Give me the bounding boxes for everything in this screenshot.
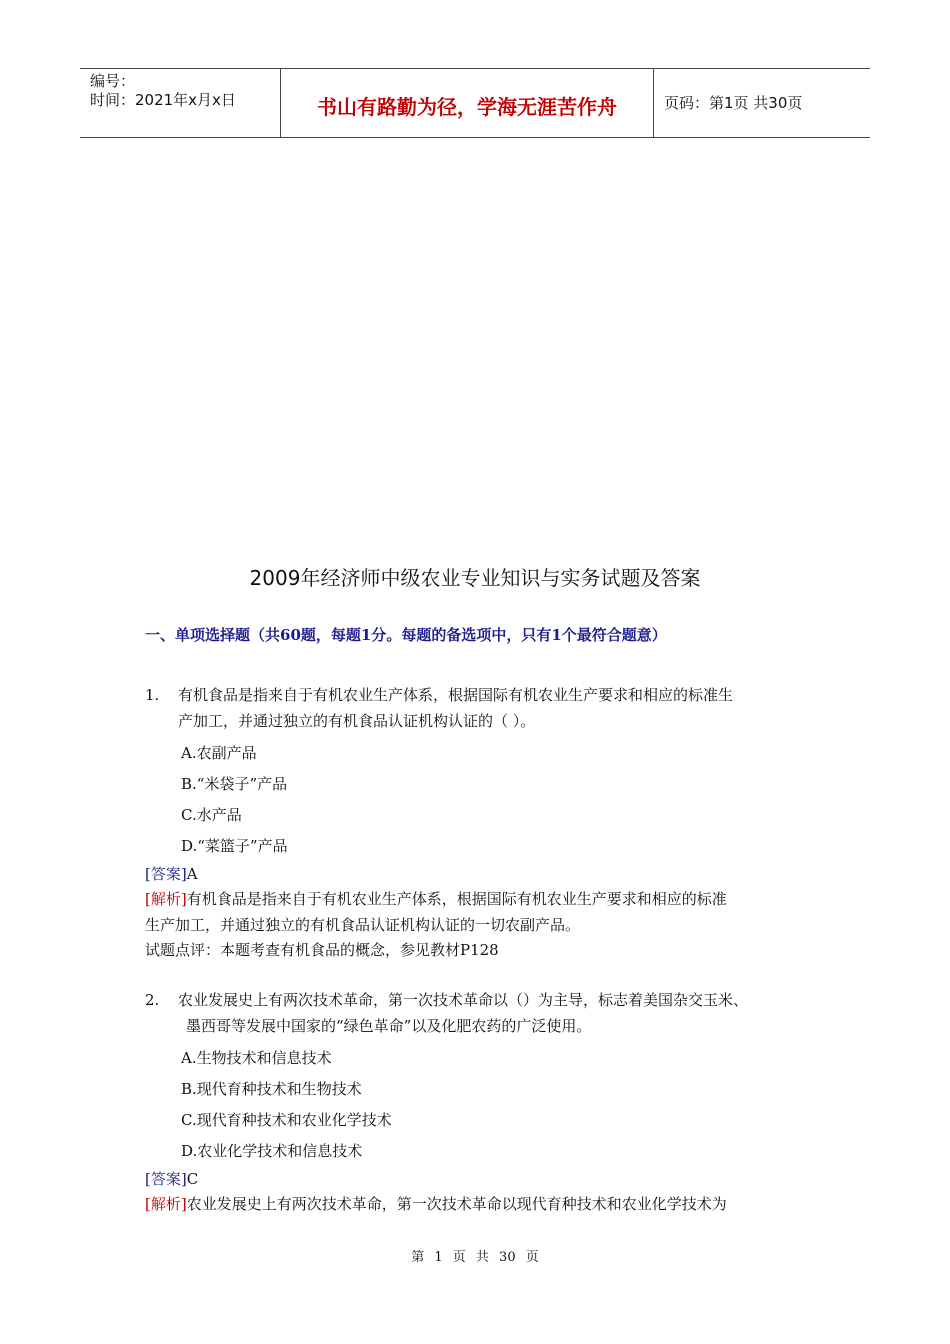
question-stem-line: 产加工，并通过独立的有机食品认证机构认证的（ ）。 <box>178 712 536 730</box>
analysis-text: 有机食品是指来自于有机农业生产体系，根据国际有机农业生产要求和相应的标准 <box>186 890 727 908</box>
time-label: 时间：2021年x月x日 <box>90 91 236 109</box>
question-number: 2. <box>145 991 160 1009</box>
analysis-line <box>145 1191 727 1217</box>
page-footer: 第 1 页 共 30 页 <box>411 1250 539 1265</box>
analysis-tag: [解析] <box>145 1195 187 1213</box>
option-d: D.“菜篮子”产品 <box>181 837 288 855</box>
answer-line <box>145 1166 198 1192</box>
page-header <box>80 68 870 138</box>
analysis-tag: [解析] <box>145 890 187 908</box>
analysis-text: 农业发展史上有两次技术革命，第一次技术革命以现代育种技术和农业化学技术为 <box>186 1195 727 1213</box>
analysis-line: 生产加工，并通过独立的有机食品认证机构认证的一切农副产品。 <box>145 916 581 934</box>
option-a: A.生物技术和信息技术 <box>181 1049 332 1067</box>
serial-label: 编号： <box>90 72 136 90</box>
header-motto-cell <box>281 69 654 137</box>
page-info: 页码：第1页 共30页 <box>664 93 803 112</box>
answer-tag: [答案] <box>145 865 187 883</box>
header-page-cell <box>654 69 870 137</box>
option-b: B.现代育种技术和生物技术 <box>181 1080 362 1098</box>
answer-line <box>145 861 198 887</box>
document-title: 2009年经济师中级农业专业知识与实务试题及答案 <box>249 566 701 590</box>
analysis-line <box>145 886 727 912</box>
section-heading: 一、单项选择题（共60题，每题1分。每题的备选项中，只有1个最符合题意） <box>145 626 667 644</box>
option-c: C.现代育种技术和农业化学技术 <box>181 1111 392 1129</box>
header-meta-cell <box>80 69 281 137</box>
option-d: D.农业化学技术和信息技术 <box>181 1142 363 1160</box>
answer-tag: [答案] <box>145 1170 187 1188</box>
motto: 书山有路勤为径，学海无涯苦作舟 <box>317 94 617 119</box>
answer-value: A <box>186 865 198 883</box>
question-stem-line: 墨西哥等发展中国家的“绿色革命”以及化肥农药的广泛使用。 <box>186 1017 592 1035</box>
option-c: C.水产品 <box>181 806 242 824</box>
question-comment: 试题点评：本题考查有机食品的概念，参见教材P128 <box>145 941 499 959</box>
option-b: B.“米袋子”产品 <box>181 775 288 793</box>
question-number: 1. <box>145 686 160 704</box>
option-a: A.农副产品 <box>181 744 257 762</box>
question-stem-line: 有机食品是指来自于有机农业生产体系，根据国际有机农业生产要求和相应的标准生 <box>178 686 734 704</box>
answer-value: C <box>186 1170 199 1188</box>
question-stem-line: 农业发展史上有两次技术革命，第一次技术革命以（）为主导，标志着美国杂交玉米、 <box>178 991 749 1009</box>
